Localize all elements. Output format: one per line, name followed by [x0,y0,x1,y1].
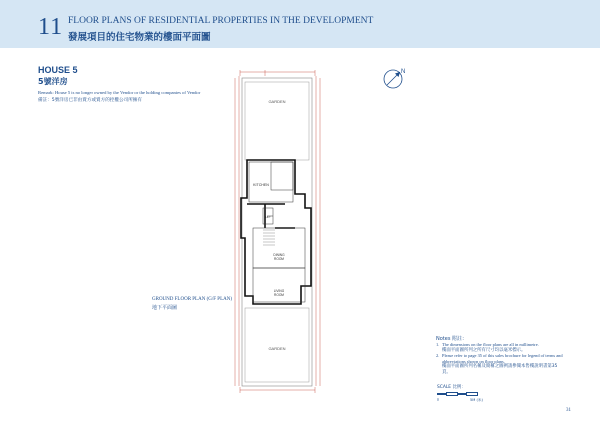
plot-boundary [242,78,312,386]
scale-start: 0 [437,398,439,402]
house-title-en: HOUSE 5 [38,65,78,75]
note-item [436,342,566,353]
scale-label: SCALE 比例： [437,385,466,390]
dining-label: DINING ROOM [273,253,285,261]
note-text-en: The dimensions on the floor plans are all in millimetre. [442,342,539,348]
north-arrow-icon [380,64,410,94]
plan-title-zh: 地下平面圖 [152,305,178,311]
remark-en: Remark: House 5 is no longer owned by the Vendor or the holding companies of Vendor [38,90,201,95]
garden-bottom-label: GARDEN [268,346,286,351]
notes-block [436,336,566,375]
page-header [0,0,600,48]
lift-label: LIFT [265,216,271,219]
compass-label: N [401,69,406,75]
dimension-lines [235,70,320,393]
note-number: 1. [436,342,440,348]
note-text-zh: 樓面平面圖所列名稱及簡稱之圖例請參閱本售樓說明書第35頁。 [442,364,558,375]
section-number: 11 [38,14,64,40]
staircase [263,230,275,245]
note-number: 2. [436,353,440,359]
garden-top-label: GARDEN [268,99,286,104]
house-title-zh: 5號洋房 [38,77,68,86]
note-item [436,353,566,375]
floor-plan-drawing [205,68,355,398]
note-text-en: Please refer to page 35 of this sales brochure for legend of terms and abbreviations shown on floor plans. [442,353,563,364]
scale-bar [437,393,477,395]
page-number: 31 [566,408,571,413]
garden-top-area [245,82,309,160]
plan-title-en: GROUND FLOOR PLAN (G/F PLAN) [152,297,233,302]
living-label: LIVING ROOM [273,289,285,297]
page-title-en: FLOOR PLANS OF RESIDENTIAL PROPERTIES IN THE DEVELOPMENT [68,16,374,26]
kitchen-label: KITCHEN [253,183,269,187]
scale-end: 5M (米) [470,398,483,402]
note-text-zh: 樓面平面圖所列之所有尺寸均以毫米標示。 [442,347,526,353]
remark-zh: 備註：5號洋房已非由賣方或賣方的控權公司所擁有 [38,98,142,103]
page-title-zh: 發展項目的住宅物業的樓面平面圖 [68,32,211,43]
notes-title: Notes 附註： [436,336,468,342]
house-walls [241,160,311,304]
garden-bottom-area [245,308,309,382]
